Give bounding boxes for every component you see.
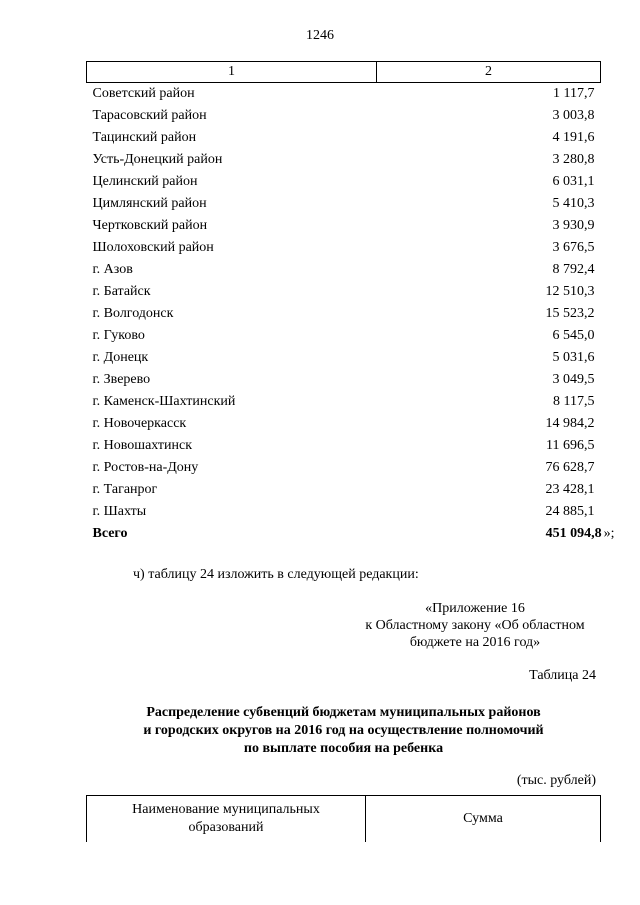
new-table-header-row — [87, 796, 601, 843]
row-name: г. Гуково — [92, 328, 145, 343]
table-row — [87, 127, 601, 149]
row-name: г. Новочеркасск — [92, 416, 187, 431]
row-name: г. Зверево — [92, 372, 151, 387]
row-name: Усть-Донецкий район — [92, 152, 223, 167]
total-label: Всего — [92, 526, 128, 541]
column-header-name-line-1: Наименование муниципальных — [132, 802, 320, 817]
row-value: 8 792,4 — [552, 262, 595, 277]
row-name: г. Донецк — [92, 350, 149, 365]
table-row — [87, 501, 601, 523]
row-name: Советский район — [92, 86, 195, 101]
row-value: 3 003,8 — [552, 108, 595, 123]
row-value: 6 545,0 — [552, 328, 595, 343]
table-row — [87, 391, 601, 413]
amendment-paragraph: ч) таблицу 24 изложить в следующей редакции: — [133, 567, 419, 582]
row-value: 3 049,5 — [552, 372, 595, 387]
column-header-sum: Сумма — [366, 796, 601, 843]
row-name: Тарасовский район — [92, 108, 207, 123]
row-value: 76 628,7 — [545, 460, 595, 475]
column-header-2: 2 — [377, 62, 601, 83]
table-row — [87, 193, 601, 215]
table-body — [87, 83, 615, 546]
row-name: г. Таганрог — [92, 482, 158, 497]
total-row — [87, 523, 601, 545]
total-value: 451 094,8 — [545, 526, 602, 541]
table-row — [87, 303, 601, 325]
column-header-name — [87, 796, 366, 843]
row-value: 14 984,2 — [545, 416, 595, 431]
row-value: 6 031,1 — [552, 174, 595, 189]
table-row — [87, 457, 601, 479]
row-value: 24 885,1 — [545, 504, 595, 519]
page-number: 1246 — [306, 28, 334, 43]
total-value-cell — [377, 523, 615, 545]
row-name: г. Каменск-Шахтинский — [92, 394, 236, 409]
heading-line-1: Распределение субвенций бюджетам муниципальных районов — [146, 705, 541, 720]
row-value: 23 428,1 — [545, 482, 595, 497]
row-value: 3 280,8 — [552, 152, 595, 167]
row-name: г. Азов — [92, 262, 133, 277]
table-row — [87, 347, 601, 369]
heading-line-3: по выплате пособия на ребенка — [243, 741, 444, 756]
table-label: Таблица 24 — [529, 668, 596, 683]
row-name: г. Батайск — [92, 284, 151, 299]
units-label: (тыс. рублей) — [516, 773, 596, 788]
table-row — [87, 325, 601, 347]
table-row — [87, 105, 601, 127]
row-value: 12 510,3 — [545, 284, 595, 299]
table-row — [87, 259, 601, 281]
table-header-row — [87, 62, 601, 83]
appendix-line-1: «Приложение 16 — [425, 601, 525, 616]
table-row — [87, 171, 601, 193]
table-row — [87, 83, 601, 106]
row-name: г. Волгодонск — [92, 306, 174, 321]
row-value: 8 117,5 — [553, 394, 595, 409]
row-value: 3 676,5 — [552, 240, 595, 255]
row-name: Тацинский район — [92, 130, 197, 145]
table-row — [87, 215, 601, 237]
appendix-line-3: бюджете на 2016 год» — [409, 635, 541, 650]
row-value: 3 930,9 — [552, 218, 595, 233]
heading-line-2: и городских округов на 2016 год на осуществление полномочий — [143, 723, 544, 738]
row-value: 5 031,6 — [552, 350, 595, 365]
row-name: Цимлянский район — [92, 196, 207, 211]
table-row — [87, 237, 601, 259]
table-row — [87, 479, 601, 501]
row-value: 1 117,7 — [553, 86, 595, 101]
row-name: Целинский район — [92, 174, 198, 189]
row-name: Шолоховский район — [92, 240, 214, 255]
new-table-header — [86, 795, 601, 842]
table-row — [87, 149, 601, 171]
subsidy-table — [86, 61, 615, 545]
row-name: Чертковский район — [92, 218, 208, 233]
table-heading — [86, 704, 601, 758]
table-row — [87, 281, 601, 303]
appendix-reference — [350, 600, 600, 651]
appendix-line-2: к Областному закону «Об областном — [365, 618, 585, 633]
table-row — [87, 435, 601, 457]
closing-quote: »; — [603, 526, 615, 541]
row-value: 4 191,6 — [552, 130, 595, 145]
row-value: 5 410,3 — [552, 196, 595, 211]
row-name: г. Новошахтинск — [92, 438, 193, 453]
row-name: г. Ростов-на-Дону — [92, 460, 199, 475]
table-row — [87, 369, 601, 391]
column-header-1: 1 — [87, 62, 377, 83]
row-value: 15 523,2 — [545, 306, 595, 321]
column-header-name-line-2: образований — [188, 820, 264, 835]
row-name: г. Шахты — [92, 504, 147, 519]
table-row — [87, 413, 601, 435]
row-value: 11 696,5 — [546, 438, 595, 453]
